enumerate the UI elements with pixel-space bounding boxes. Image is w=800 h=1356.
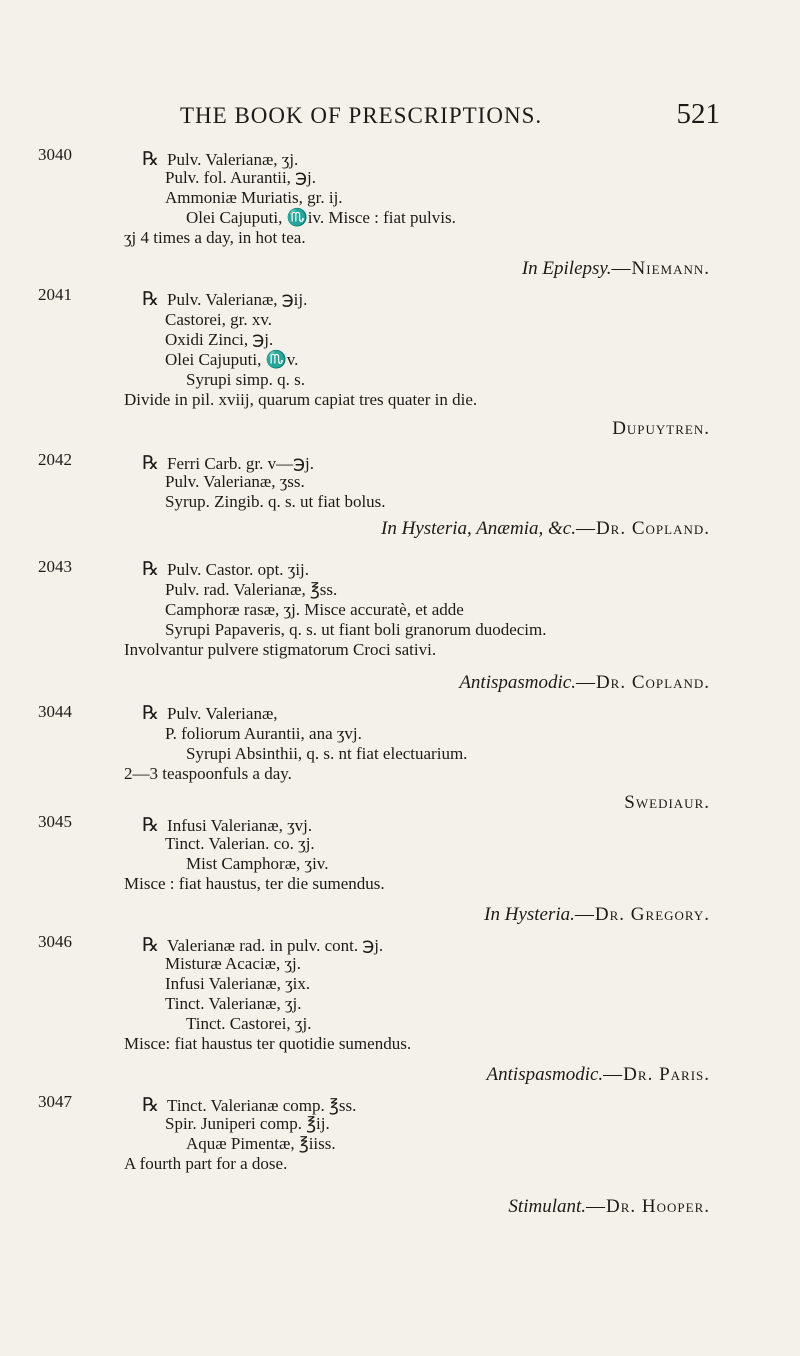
condition: In Hysteria. [484, 904, 575, 925]
prescription-line: Camphoræ rasæ, ʒj. Misce accuratè, et adde [165, 600, 464, 619]
prescription-number: 3046 [38, 932, 72, 951]
prescription-line: Olei Cajuputi, ♏iv. Misce : fiat pulvis. [186, 208, 456, 227]
rx-symbol: ℞ [142, 149, 160, 170]
prescription-line: Aquæ Pimentæ, ℥iiss. [186, 1134, 336, 1153]
prescription-line: Syrupi Papaveris, q. s. ut fiant boli granorum duodecim. [165, 620, 547, 639]
prescription-line: ℞ Infusi Valerianæ, ʒvj. [142, 815, 313, 836]
prescription-line: ℞ Pulv. Valerianæ, ʒj. [142, 149, 299, 170]
rx-symbol: ℞ [142, 1095, 160, 1116]
rx-symbol: ℞ [142, 703, 160, 724]
rx-symbol: ℞ [142, 815, 160, 836]
prescription-line: ℞ Pulv. Valerianæ, ℈ij. [142, 289, 308, 310]
prescription-line: Ammoniæ Muriatis, gr. ij. [165, 188, 343, 207]
author: —Dr. Copland. [575, 518, 710, 539]
prescription-line: Syrupi simp. q. s. [186, 370, 306, 389]
prescription-line: ℞ Tinct. Valerianæ comp. ℥ss. [142, 1095, 357, 1116]
condition: In Hysteria, Anæmia, &c. [381, 518, 576, 539]
author: Swediaur. [624, 792, 710, 813]
prescription-line: Castorei, gr. xv. [165, 310, 273, 329]
attribution [508, 1196, 710, 1218]
attribution [487, 1064, 710, 1086]
prescription-number: 2042 [38, 450, 72, 469]
prescription-line: Oxidi Zinci, ℈j. [165, 330, 274, 349]
prescription-line: Pulv. Valerianæ, ʒss. [165, 472, 305, 491]
prescription-line: Tinct. Castorei, ʒj. [186, 1014, 312, 1033]
author: —Niemann. [611, 258, 710, 279]
attribution [522, 258, 710, 280]
attribution [484, 904, 710, 926]
author: —Dr. Copland. [575, 672, 710, 693]
attribution [612, 418, 710, 440]
condition: Stimulant. [508, 1196, 587, 1217]
prescription-line: Misce : fiat haustus, ter die sumendus. [124, 874, 385, 893]
prescription-line: Divide in pil. xviij, quarum capiat tres quater in die. [124, 390, 478, 409]
prescription-number: 2043 [38, 557, 72, 576]
rx-symbol: ℞ [142, 289, 160, 310]
rx-symbol: ℞ [142, 559, 160, 580]
prescription-line: P. foliorum Aurantii, ana ʒvj. [165, 724, 362, 743]
attribution [459, 672, 710, 694]
attribution [381, 518, 710, 540]
prescription-number: 2041 [38, 285, 72, 304]
attribution [624, 792, 710, 814]
prescription-line: Misce: fiat haustus ter quotidie sumendus. [124, 1034, 412, 1053]
author: Dupuytren. [612, 418, 710, 439]
prescription-line: ℞ Pulv. Valerianæ, [142, 703, 278, 724]
running-title: THE BOOK OF PRESCRIPTIONS. [180, 103, 543, 128]
prescription-line: ℞ Ferri Carb. gr. v—℈j. [142, 453, 314, 474]
prescription-line: Syrup. Zingib. q. s. ut fiat bolus. [165, 492, 386, 511]
prescription-number: 3040 [38, 145, 72, 164]
prescription-line: Tinct. Valerianæ, ʒj. [165, 994, 302, 1013]
prescription-line: 2—3 teaspoonfuls a day. [124, 764, 292, 783]
prescription-number: 3045 [38, 812, 72, 831]
prescription-number: 3044 [38, 702, 72, 721]
prescription-line: ℞ Valerianæ rad. in pulv. cont. ℈j. [142, 935, 384, 956]
prescription-line: ℞ Pulv. Castor. opt. ʒij. [142, 559, 310, 580]
prescription-line: Involvantur pulvere stigmatorum Croci sativi. [124, 640, 437, 659]
condition: Antispasmodic. [486, 1064, 604, 1085]
page-header [180, 98, 720, 131]
prescription-line: Mist Camphoræ, ʒiv. [186, 854, 329, 873]
condition: Antispasmodic. [459, 672, 576, 693]
prescription-line: Misturæ Acaciæ, ʒj. [165, 954, 301, 973]
prescription-line: A fourth part for a dose. [124, 1154, 288, 1173]
prescription-line: Spir. Juniperi comp. ℥ij. [165, 1114, 330, 1133]
prescription-line: Tinct. Valerian. co. ʒj. [165, 834, 315, 853]
prescription-number: 3047 [38, 1092, 72, 1111]
author: —Dr. Gregory. [574, 904, 710, 925]
prescription-line: Olei Cajuputi, ♏v. [165, 350, 299, 369]
rx-symbol: ℞ [142, 935, 160, 956]
prescription-line: Syrupi Absinthii, q. s. nt fiat electuarium. [186, 744, 468, 763]
condition: In Epilepsy. [521, 258, 612, 279]
prescription-line: Pulv. rad. Valerianæ, ℥ss. [165, 580, 338, 599]
prescription-line: Infusi Valerianæ, ʒix. [165, 974, 311, 993]
prescription-line: Pulv. fol. Aurantii, ℈j. [165, 168, 317, 187]
author: —Dr. Hooper. [586, 1196, 710, 1217]
page-number: 521 [676, 98, 720, 130]
prescription-line: ʒj 4 times a day, in hot tea. [124, 228, 306, 247]
rx-symbol: ℞ [142, 453, 160, 474]
author: —Dr. Paris. [603, 1064, 710, 1085]
